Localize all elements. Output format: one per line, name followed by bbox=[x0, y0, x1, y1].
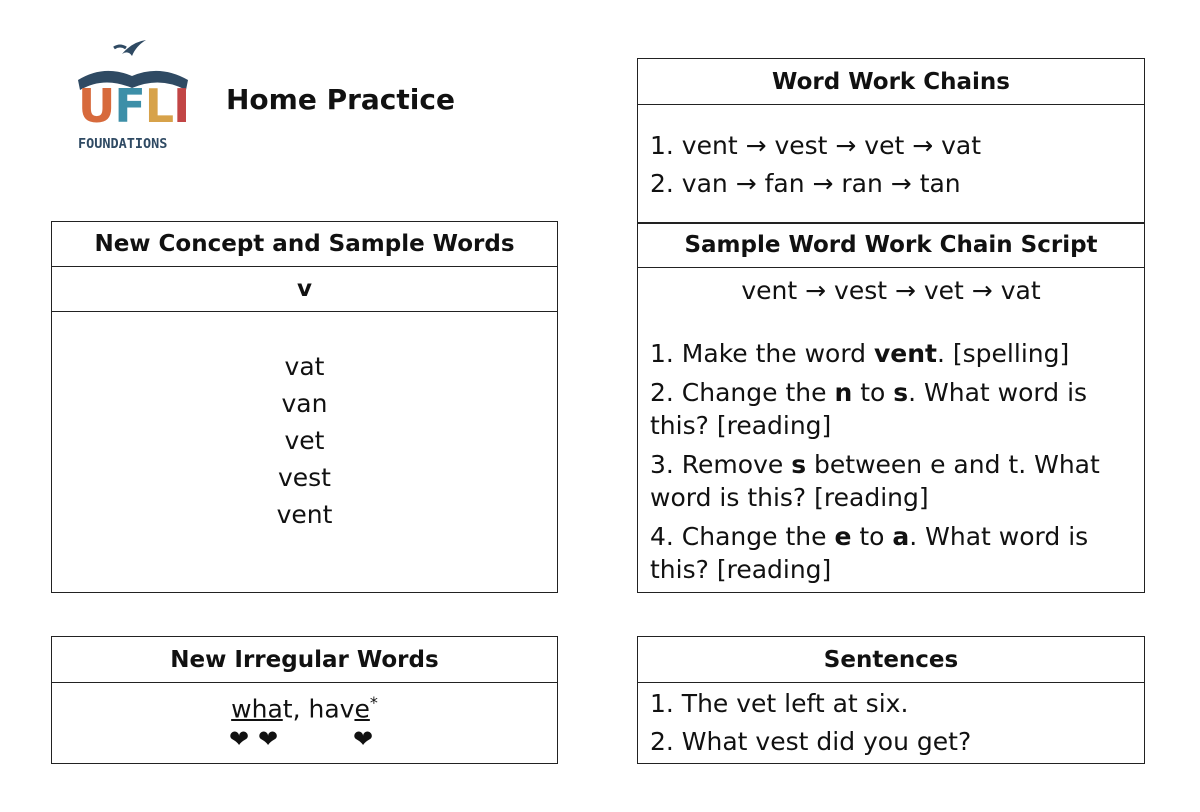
irregular-star: * bbox=[369, 693, 378, 712]
sample-word: vat bbox=[284, 352, 325, 381]
chain-line: 1. vent → vest → vet → vat bbox=[650, 131, 982, 160]
heart-icon: ❤ bbox=[258, 725, 279, 753]
logo-letter-u: U bbox=[78, 79, 115, 133]
script-step-1: 1. Make the word vent. [spelling] bbox=[650, 339, 1070, 368]
logo-letter-f: F bbox=[114, 79, 145, 133]
sample-word: vest bbox=[277, 463, 331, 492]
sample-words-list bbox=[52, 312, 557, 533]
heart-markers bbox=[52, 727, 557, 757]
heart-icon: ❤ bbox=[353, 725, 374, 753]
logo-wordmark bbox=[78, 78, 189, 134]
sentences-panel bbox=[637, 636, 1145, 764]
sentence-line: 2. What vest did you get? bbox=[650, 727, 972, 756]
word-work-chains-panel bbox=[637, 58, 1145, 224]
irregular-part-e: e bbox=[354, 694, 370, 724]
chain-script-chain: vent → vest → vet → vat bbox=[741, 276, 1041, 305]
script-step-4: 4. Change the e to a. What word is this? [reading] bbox=[650, 522, 1089, 584]
heart-icon: ❤ bbox=[229, 725, 250, 753]
sentence-line: 1. The vet left at six. bbox=[650, 689, 909, 718]
irregular-words-line bbox=[52, 693, 557, 723]
irregular-part-wh: wh bbox=[231, 694, 268, 724]
concept-letter: v bbox=[52, 267, 557, 312]
irregular-words-header: New Irregular Words bbox=[52, 637, 557, 683]
sample-word: vet bbox=[284, 426, 325, 455]
irregular-part-a: a bbox=[267, 694, 283, 724]
sample-word: vent bbox=[276, 500, 333, 529]
logo-subtitle: FOUNDATIONS bbox=[78, 136, 168, 152]
word-work-chains-header: Word Work Chains bbox=[638, 59, 1144, 105]
irregular-part-hav: hav bbox=[308, 694, 355, 724]
irregular-comma: , bbox=[292, 694, 309, 724]
page-title: Home Practice bbox=[226, 83, 455, 116]
chain-script-panel bbox=[637, 222, 1145, 593]
sample-word: van bbox=[281, 389, 328, 418]
new-concept-panel bbox=[51, 221, 558, 593]
irregular-part-t: t bbox=[282, 694, 293, 724]
script-step-2: 2. Change the n to s. What word is this? [reading] bbox=[650, 378, 1088, 440]
chain-line: 2. van → fan → ran → tan bbox=[650, 169, 961, 198]
sentences-header: Sentences bbox=[638, 637, 1144, 683]
irregular-words-panel bbox=[51, 636, 558, 764]
new-concept-header: New Concept and Sample Words bbox=[52, 222, 557, 267]
logo-letter-l: L bbox=[144, 79, 174, 133]
chain-script-header: Sample Word Work Chain Script bbox=[638, 223, 1144, 268]
logo-letter-i: I bbox=[173, 79, 190, 133]
script-step-3: 3. Remove s between e and t. What word is this? [reading] bbox=[650, 450, 1100, 512]
